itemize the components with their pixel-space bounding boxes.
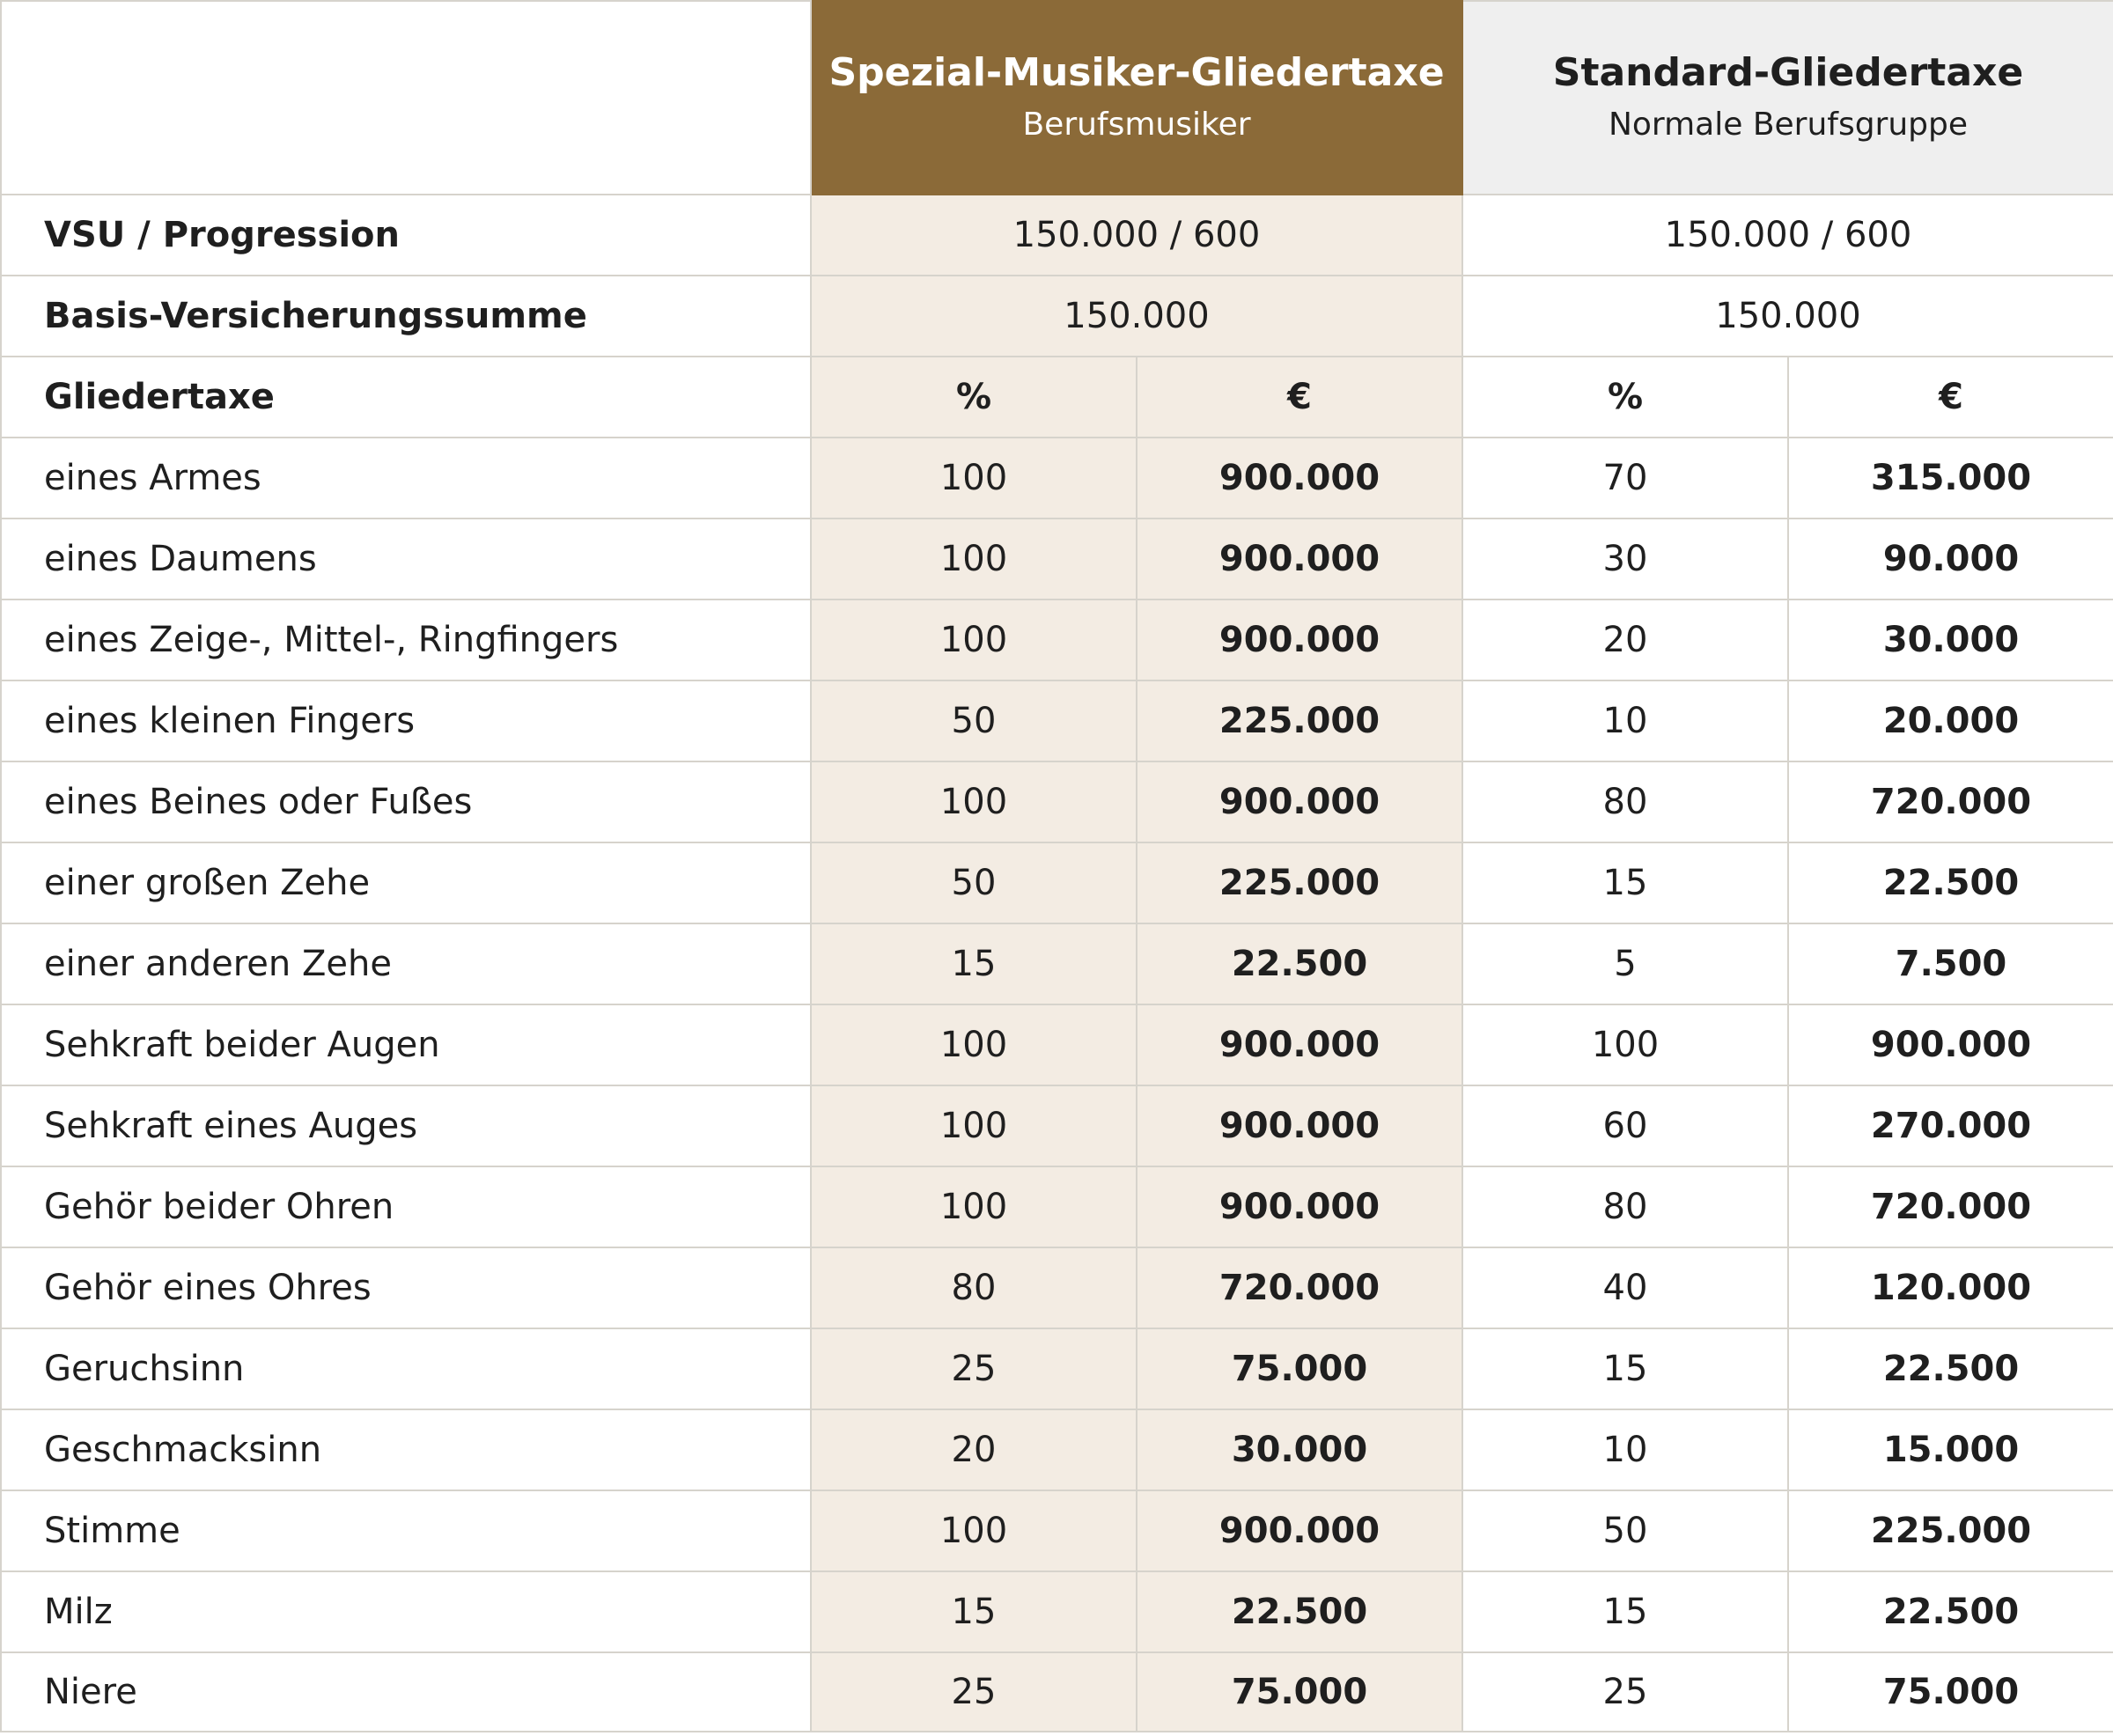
special-percent-cell: 100 xyxy=(811,1166,1137,1247)
standard-percent-cell: 100 xyxy=(1462,1004,1788,1085)
summary-standard-value: 150.000 / 600 xyxy=(1462,195,2113,276)
special-euro-cell: 900.000 xyxy=(1137,1085,1462,1166)
table-row xyxy=(1,842,2113,923)
special-percent-cell: 100 xyxy=(811,438,1137,519)
standard-percent-cell: 5 xyxy=(1462,923,1788,1004)
special-euro-cell: 225.000 xyxy=(1137,842,1462,923)
standard-percent-cell: 15 xyxy=(1462,842,1788,923)
row-label: einer anderen Zehe xyxy=(1,923,811,1004)
standard-percent-cell: 80 xyxy=(1462,761,1788,842)
special-percent-cell: 100 xyxy=(811,600,1137,680)
special-percent-cell: 100 xyxy=(811,1490,1137,1571)
row-label: Milz xyxy=(1,1571,811,1652)
special-percent-cell: 15 xyxy=(811,1571,1137,1652)
special-euro-cell: 225.000 xyxy=(1137,680,1462,761)
standard-percent-cell: 30 xyxy=(1462,519,1788,600)
table-row xyxy=(1,1490,2113,1571)
special-euro-cell: 22.500 xyxy=(1137,1571,1462,1652)
standard-euro-cell: 120.000 xyxy=(1788,1247,2113,1328)
row-label: Sehkraft eines Auges xyxy=(1,1085,811,1166)
standard-euro-cell: 270.000 xyxy=(1788,1085,2113,1166)
standard-tariff-subtitle: Normale Berufsgruppe xyxy=(1608,107,1969,143)
table-row xyxy=(1,600,2113,680)
standard-percent-cell: 10 xyxy=(1462,680,1788,761)
table-row xyxy=(1,1409,2113,1490)
column-header-standard-euro: € xyxy=(1788,357,2113,438)
standard-tariff-title: Standard-Gliedertaxe xyxy=(1552,50,2024,95)
special-percent-cell: 100 xyxy=(811,519,1137,600)
column-header-special-euro: € xyxy=(1137,357,1462,438)
table-row xyxy=(1,680,2113,761)
standard-percent-cell: 20 xyxy=(1462,600,1788,680)
header-row xyxy=(1,1,2113,195)
row-label: eines Beines oder Fußes xyxy=(1,761,811,842)
special-percent-cell: 50 xyxy=(811,680,1137,761)
standard-percent-cell: 50 xyxy=(1462,1490,1788,1571)
special-percent-cell: 100 xyxy=(811,1004,1137,1085)
special-percent-cell: 15 xyxy=(811,923,1137,1004)
special-percent-cell: 25 xyxy=(811,1652,1137,1732)
table-body xyxy=(1,1,2113,1732)
table-row xyxy=(1,1085,2113,1166)
standard-euro-cell: 30.000 xyxy=(1788,600,2113,680)
special-tariff-subtitle: Berufsmusiker xyxy=(1022,107,1251,143)
table-row xyxy=(1,438,2113,519)
table-row xyxy=(1,1571,2113,1652)
standard-percent-cell: 15 xyxy=(1462,1571,1788,1652)
standard-euro-cell: 90.000 xyxy=(1788,519,2113,600)
standard-percent-cell: 40 xyxy=(1462,1247,1788,1328)
standard-percent-cell: 60 xyxy=(1462,1085,1788,1166)
table-row xyxy=(1,1004,2113,1085)
standard-percent-cell: 70 xyxy=(1462,438,1788,519)
special-percent-cell: 80 xyxy=(811,1247,1137,1328)
row-label: einer großen Zehe xyxy=(1,842,811,923)
special-euro-cell: 22.500 xyxy=(1137,923,1462,1004)
table-row xyxy=(1,761,2113,842)
standard-percent-cell: 15 xyxy=(1462,1328,1788,1409)
standard-euro-cell: 22.500 xyxy=(1788,842,2113,923)
standard-euro-cell: 22.500 xyxy=(1788,1571,2113,1652)
standard-euro-cell: 720.000 xyxy=(1788,761,2113,842)
special-euro-cell: 900.000 xyxy=(1137,519,1462,600)
row-label: eines Zeige-, Mittel-, Ringfingers xyxy=(1,600,811,680)
standard-euro-cell: 720.000 xyxy=(1788,1166,2113,1247)
row-label: Sehkraft beider Augen xyxy=(1,1004,811,1085)
special-euro-cell: 75.000 xyxy=(1137,1652,1462,1732)
summary-row-basis xyxy=(1,276,2113,357)
summary-special-value: 150.000 xyxy=(811,276,1462,357)
standard-percent-cell: 10 xyxy=(1462,1409,1788,1490)
summary-row-vsu xyxy=(1,195,2113,276)
special-euro-cell: 900.000 xyxy=(1137,438,1462,519)
summary-label: VSU / Progression xyxy=(1,195,811,276)
special-euro-cell: 900.000 xyxy=(1137,600,1462,680)
summary-label: Basis-Versicherungssumme xyxy=(1,276,811,357)
special-tariff-header xyxy=(811,1,1462,195)
column-header-label: Gliedertaxe xyxy=(1,357,811,438)
special-tariff-title: Spezial-Musiker-Gliedertaxe xyxy=(828,50,1445,95)
special-percent-cell: 50 xyxy=(811,842,1137,923)
special-percent-cell: 25 xyxy=(811,1328,1137,1409)
row-label: Gehör beider Ohren xyxy=(1,1166,811,1247)
standard-percent-cell: 25 xyxy=(1462,1652,1788,1732)
standard-euro-cell: 315.000 xyxy=(1788,438,2113,519)
standard-euro-cell: 7.500 xyxy=(1788,923,2113,1004)
special-euro-cell: 75.000 xyxy=(1137,1328,1462,1409)
table-row xyxy=(1,1652,2113,1732)
summary-special-value: 150.000 / 600 xyxy=(811,195,1462,276)
row-label: eines kleinen Fingers xyxy=(1,680,811,761)
standard-euro-cell: 225.000 xyxy=(1788,1490,2113,1571)
standard-euro-cell: 15.000 xyxy=(1788,1409,2113,1490)
column-header-standard-percent: % xyxy=(1462,357,1788,438)
table-row xyxy=(1,1328,2113,1409)
row-label: eines Armes xyxy=(1,438,811,519)
special-euro-cell: 900.000 xyxy=(1137,1490,1462,1571)
standard-euro-cell: 75.000 xyxy=(1788,1652,2113,1732)
row-label: Stimme xyxy=(1,1490,811,1571)
table-row xyxy=(1,1247,2113,1328)
standard-tariff-header xyxy=(1462,1,2113,195)
standard-euro-cell: 900.000 xyxy=(1788,1004,2113,1085)
summary-standard-value: 150.000 xyxy=(1462,276,2113,357)
standard-euro-cell: 22.500 xyxy=(1788,1328,2113,1409)
row-label: Gehör eines Ohres xyxy=(1,1247,811,1328)
column-header-special-percent: % xyxy=(811,357,1137,438)
header-empty-cell xyxy=(1,1,811,195)
row-label: Niere xyxy=(1,1652,811,1732)
table-row xyxy=(1,1166,2113,1247)
special-euro-cell: 900.000 xyxy=(1137,1004,1462,1085)
row-label: Geschmacksinn xyxy=(1,1409,811,1490)
column-header-row xyxy=(1,357,2113,438)
special-euro-cell: 720.000 xyxy=(1137,1247,1462,1328)
table-row xyxy=(1,519,2113,600)
special-euro-cell: 900.000 xyxy=(1137,1166,1462,1247)
special-percent-cell: 100 xyxy=(811,1085,1137,1166)
special-percent-cell: 100 xyxy=(811,761,1137,842)
standard-percent-cell: 80 xyxy=(1462,1166,1788,1247)
table-row xyxy=(1,923,2113,1004)
special-euro-cell: 30.000 xyxy=(1137,1409,1462,1490)
standard-euro-cell: 20.000 xyxy=(1788,680,2113,761)
row-label: eines Daumens xyxy=(1,519,811,600)
row-label: Geruchsinn xyxy=(1,1328,811,1409)
special-euro-cell: 900.000 xyxy=(1137,761,1462,842)
special-percent-cell: 20 xyxy=(811,1409,1137,1490)
